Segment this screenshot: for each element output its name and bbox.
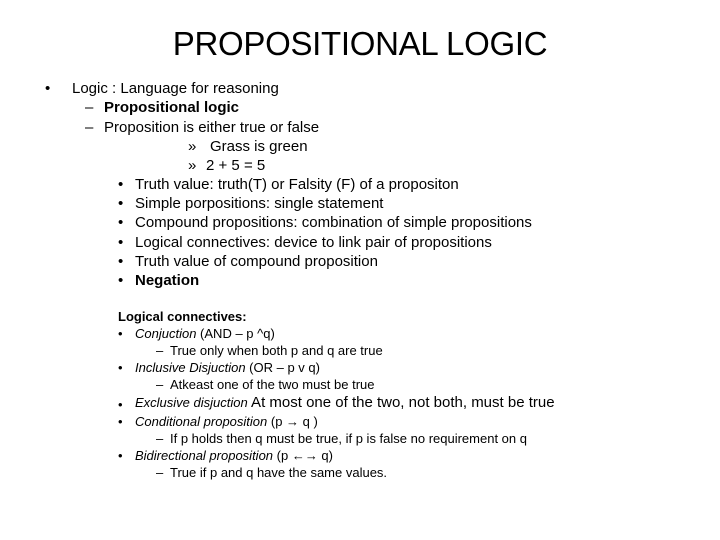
bullet: • (118, 253, 124, 270)
biconditional-term: Bidirectional proposition (135, 448, 274, 463)
exclusive-disjunction-item (135, 394, 555, 411)
bullet-text: Proposition is either true or false (104, 119, 320, 136)
bullet: • (118, 360, 123, 375)
conjunction-detail: (AND – p ^q) (196, 326, 275, 341)
raquo-bullet: » (188, 138, 197, 155)
bullet-text: Grass is green (210, 138, 308, 155)
bullet-text: Negation (135, 272, 200, 289)
bullet-text: Truth value of compound proposition (135, 253, 378, 270)
bullet-text: Logic : Language for reasoning (72, 80, 279, 97)
bullet-text: Simple porpositions: single statement (135, 195, 384, 212)
conjunction-note: True only when both p and q are true (170, 343, 383, 358)
inclusive-disjunction-term: Inclusive Disjuction (135, 360, 246, 375)
bullet: • (118, 272, 124, 289)
conditional-item (135, 413, 318, 430)
inclusive-disjunction-note: Atkeast one of the two must be true (170, 377, 375, 392)
bullet: • (118, 326, 123, 341)
conditional-detail: (p → q ) (267, 414, 318, 429)
conjunction-term: Conjuction (135, 326, 197, 341)
exclusive-disjunction-detail: At most one of the two, not both, must be true (247, 394, 555, 411)
bullet-text: Propositional logic (104, 99, 240, 116)
bullet-text: Logical connectives: device to link pair of propositions (135, 234, 492, 251)
bullet: • (118, 176, 124, 193)
dash-bullet: – (156, 431, 164, 446)
bullet: • (118, 448, 123, 463)
dash-bullet: – (156, 343, 164, 358)
exclusive-disjunction-term: Exclusive disjuction (135, 395, 248, 410)
conditional-term: Conditional proposition (135, 414, 268, 429)
biconditional-item (135, 447, 333, 464)
biconditional-note: True if p and q have the same values. (170, 465, 388, 480)
bullet: • (118, 397, 123, 412)
dash-bullet: – (85, 119, 94, 136)
conjunction-item (135, 325, 275, 342)
inclusive-disjunction-detail: (OR – p v q) (245, 360, 320, 375)
bullet-text: Compound propositions: combination of simple propositions (135, 214, 532, 231)
bullet-text: 2 + 5 = 5 (206, 157, 266, 174)
slide-title: PROPOSITIONAL LOGIC (172, 25, 548, 62)
raquo-bullet: » (188, 157, 197, 174)
bullet: • (118, 195, 124, 212)
connectives-heading: Logical connectives: (118, 309, 247, 324)
bullet: • (118, 214, 124, 231)
bullet-text: Truth value: truth(T) or Falsity (F) of a propositon (135, 176, 459, 193)
inclusive-disjunction-item (135, 359, 320, 376)
bullet: • (45, 80, 51, 97)
biconditional-detail: (p ←→ q) (273, 448, 333, 463)
conditional-note: If p holds then q must be true, if p is false no requirement on q (170, 431, 527, 446)
bullet: • (118, 414, 123, 429)
dash-bullet: – (156, 377, 164, 392)
dash-bullet: – (156, 465, 164, 480)
bullet: • (118, 234, 124, 251)
dash-bullet: – (85, 99, 94, 116)
